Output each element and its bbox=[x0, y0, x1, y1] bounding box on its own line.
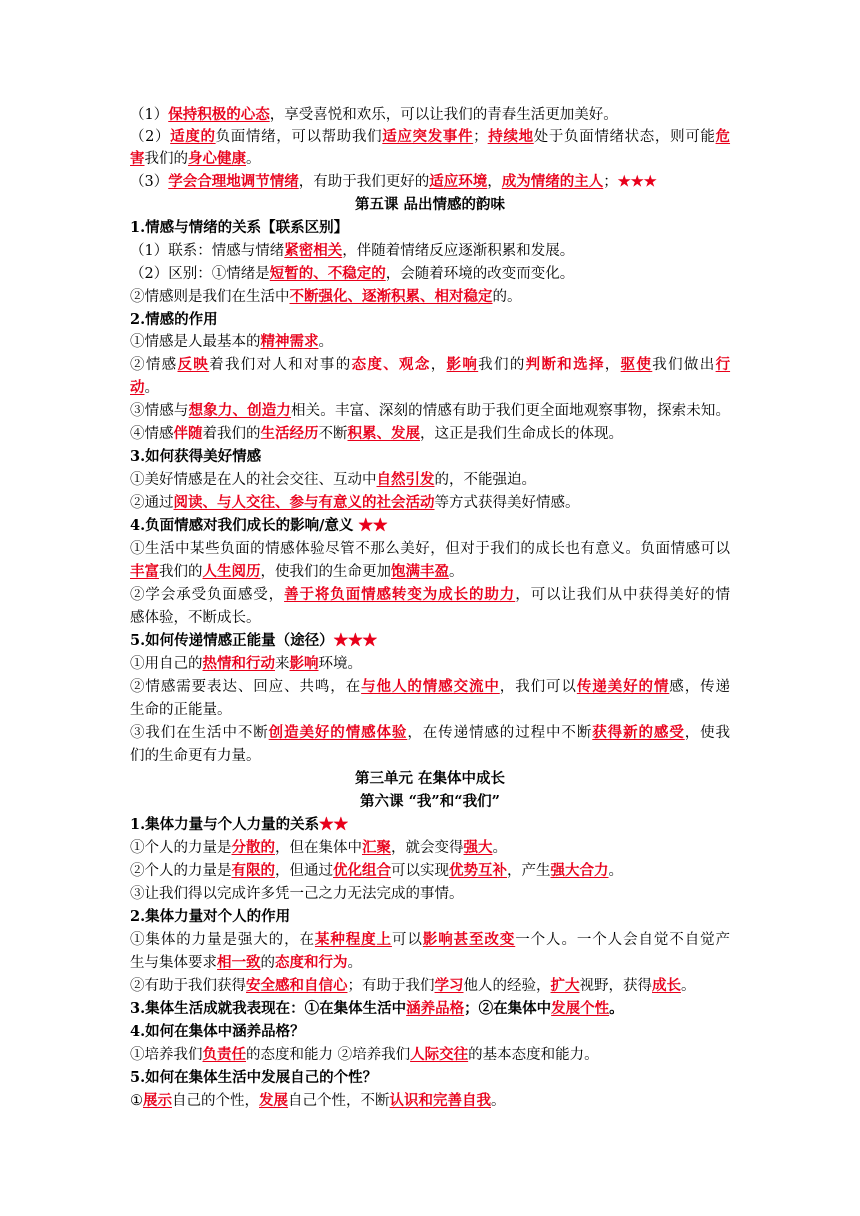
key-phrase: 适应环境 bbox=[429, 173, 488, 190]
text-line bbox=[130, 561, 730, 583]
key-phrase: 强大合力 bbox=[550, 862, 609, 879]
text-span: 5.如何传递情感正能量（途径） bbox=[130, 632, 334, 649]
text-span: ，伴随着情绪反应逐渐积累和发展。 bbox=[342, 243, 575, 259]
importance-stars: ★★★ bbox=[617, 173, 657, 190]
text-line bbox=[130, 722, 730, 744]
key-phrase: 发展 bbox=[259, 1092, 288, 1109]
text-line bbox=[130, 263, 730, 285]
key-phrase: 创造美好的情感体验 bbox=[268, 724, 408, 741]
key-phrase: 有限的 bbox=[231, 862, 275, 879]
text-span: 着我们的 bbox=[202, 426, 261, 442]
text-span: 自己的个性， bbox=[172, 1093, 259, 1109]
text-span: （2） bbox=[130, 129, 171, 145]
text-span: ②情感需要表达、回应、共鸣，在 bbox=[130, 679, 362, 695]
text-line bbox=[130, 952, 730, 974]
text-span: ①培养我们 bbox=[130, 1047, 203, 1063]
text-line bbox=[130, 745, 730, 767]
key-phrase: 人生阅历 bbox=[202, 563, 261, 580]
text-span: （1）联系：情感与情绪 bbox=[130, 243, 285, 259]
text-span: 着我们对人和对事的 bbox=[209, 357, 352, 373]
text-span: 。 bbox=[318, 334, 333, 350]
importance-stars: ★★ bbox=[319, 816, 349, 833]
key-phrase: 分散的 bbox=[231, 839, 275, 856]
text-span: （3） bbox=[130, 174, 169, 190]
topic-heading bbox=[130, 630, 730, 652]
key-phrase: 生活经历 bbox=[260, 425, 319, 442]
text-span: 1.情感与情绪的关系【联系区别】 bbox=[130, 219, 349, 236]
text-span: 可以 bbox=[391, 932, 423, 948]
text-line bbox=[130, 148, 730, 170]
text-line bbox=[130, 492, 730, 514]
text-span: ，在传递情感的过程中不断 bbox=[407, 725, 593, 741]
text-line bbox=[130, 354, 730, 376]
key-phrase: 态度、观念 bbox=[351, 356, 431, 373]
key-phrase: 紧密相关 bbox=[284, 242, 343, 259]
text-line bbox=[130, 883, 730, 905]
text-span: ，享受喜悦和欢乐，可以让我们的青春生活更加美好。 bbox=[269, 107, 618, 123]
topic-heading bbox=[130, 515, 730, 537]
key-phrase: 与他人的情感交流中 bbox=[361, 678, 500, 695]
key-phrase: 强大 bbox=[463, 839, 493, 856]
key-phrase: 获得新的感受 bbox=[592, 724, 685, 741]
key-phrase: 饱满丰盈 bbox=[391, 563, 449, 580]
key-phrase: 负责任 bbox=[202, 1046, 246, 1063]
text-span: ①用自己的 bbox=[130, 656, 203, 672]
key-phrase: 害 bbox=[130, 150, 145, 167]
key-phrase: 适应突发事件 bbox=[382, 128, 474, 145]
text-span: ， bbox=[604, 357, 621, 373]
text-span: （2）区别：①情绪是 bbox=[130, 266, 270, 282]
text-span: 视野，获得 bbox=[579, 978, 652, 994]
text-line bbox=[130, 400, 730, 422]
text-span: 我们的 bbox=[478, 357, 526, 373]
section-heading bbox=[130, 768, 730, 790]
text-line bbox=[130, 975, 730, 997]
topic-heading bbox=[130, 1067, 730, 1089]
text-span: 4.如何在集体中涵养品格？ bbox=[130, 1023, 305, 1040]
key-phrase: 驱使 bbox=[620, 356, 653, 373]
text-span: ②学会承受负面感受， bbox=[130, 587, 285, 603]
topic-heading bbox=[130, 446, 730, 468]
text-span: 第六课 “我”和“我们” bbox=[360, 793, 500, 810]
key-phrase: 影响 bbox=[446, 356, 479, 373]
text-span: ； bbox=[603, 174, 618, 190]
key-phrase: 扩大 bbox=[550, 977, 580, 994]
text-line bbox=[130, 699, 730, 721]
text-span: 负面情绪，可以帮助我们 bbox=[215, 129, 383, 145]
key-phrase: 持续地 bbox=[487, 128, 534, 145]
text-span: 。 bbox=[347, 955, 362, 971]
text-line bbox=[130, 171, 730, 193]
text-span: ②通过 bbox=[130, 495, 174, 511]
text-span: 的。 bbox=[492, 289, 522, 305]
importance-stars: ★★★ bbox=[333, 632, 378, 649]
key-phrase: 态度和行为 bbox=[275, 954, 348, 971]
key-phrase: 人际交往 bbox=[410, 1046, 469, 1063]
text-span: ，但在集体中 bbox=[275, 840, 362, 856]
text-span: 的基本态度和能力。 bbox=[468, 1047, 599, 1063]
text-span: ，会随着环境的改变而变化。 bbox=[385, 266, 575, 282]
text-span: ，使我们的生命更加 bbox=[260, 564, 391, 580]
text-span: ②情感 bbox=[130, 357, 178, 373]
text-line bbox=[130, 860, 730, 882]
key-phrase: 涵养品格 bbox=[406, 1000, 465, 1017]
text-span: 生与集体要求 bbox=[130, 955, 217, 971]
key-phrase: 积累、发展 bbox=[347, 425, 420, 442]
text-span: 我们的 bbox=[144, 151, 188, 167]
text-span: 等方式获得美好情感。 bbox=[434, 495, 580, 511]
section-heading bbox=[130, 194, 730, 216]
key-phrase: 展示 bbox=[143, 1092, 172, 1109]
key-phrase: 汇聚 bbox=[362, 839, 391, 856]
text-span: ，这正是我们生命成长的体现。 bbox=[420, 426, 623, 442]
text-span: ，但通过 bbox=[275, 863, 333, 879]
text-line bbox=[130, 1044, 730, 1066]
key-phrase: 成长 bbox=[652, 977, 681, 994]
text-line bbox=[130, 126, 730, 148]
text-span: 。 bbox=[246, 151, 261, 167]
text-span: ，可以让我们从中获得美好的情 bbox=[515, 587, 731, 603]
text-span: ；有助于我们 bbox=[347, 978, 435, 994]
key-phrase: 认识和完善自我 bbox=[389, 1092, 491, 1109]
text-span: 的，不能强迫。 bbox=[434, 472, 536, 488]
key-phrase: 自然引发 bbox=[376, 471, 435, 488]
key-phrase: 发展个性 bbox=[551, 1000, 610, 1017]
text-span: 第三单元 在集体中成长 bbox=[354, 770, 506, 787]
text-span: 生命的正能量。 bbox=[130, 702, 232, 718]
text-span: ①美好情感是在人的社会交往、互动中 bbox=[130, 472, 377, 488]
text-span: ③我们在生活中不断 bbox=[130, 725, 269, 741]
key-phrase: 影响甚至改变 bbox=[422, 931, 516, 948]
text-line bbox=[130, 676, 730, 698]
text-span: 4.负面情感对我们成长的影响/意义 bbox=[130, 517, 359, 534]
text-line bbox=[130, 538, 730, 560]
key-phrase: 丰富 bbox=[130, 563, 159, 580]
text-span: 1.集体力量与个人力量的关系 bbox=[130, 816, 320, 833]
text-span: （1） bbox=[130, 107, 169, 123]
text-span: ①个人的力量是 bbox=[130, 840, 232, 856]
text-line bbox=[130, 331, 730, 353]
key-phrase: 学习 bbox=[434, 977, 464, 994]
text-span: ，产生 bbox=[507, 863, 551, 879]
text-span: ① bbox=[130, 1093, 143, 1109]
text-span: 3.如何获得美好情感 bbox=[130, 448, 262, 465]
text-span: 。 bbox=[492, 840, 507, 856]
text-line bbox=[130, 104, 730, 126]
text-span: 感体验，不断成长。 bbox=[130, 610, 261, 626]
text-span: 相关。丰富、深刻的情感有助于我们更全面地观察事物，探索未知。 bbox=[291, 403, 731, 419]
text-line bbox=[130, 423, 730, 445]
text-line bbox=[130, 584, 730, 606]
text-span: ；②在集体中 bbox=[464, 1000, 552, 1017]
importance-stars: ★★ bbox=[358, 517, 388, 534]
text-span: ， bbox=[430, 357, 447, 373]
text-line bbox=[130, 1090, 730, 1112]
text-line bbox=[130, 240, 730, 262]
text-line bbox=[130, 469, 730, 491]
topic-heading bbox=[130, 998, 730, 1020]
text-span: 环境。 bbox=[318, 656, 362, 672]
text-span: 的态度和能力 ②培养我们 bbox=[246, 1047, 411, 1063]
topic-heading bbox=[130, 814, 730, 836]
text-span: 2.集体力量对个人的作用 bbox=[130, 908, 291, 925]
key-phrase: 阅读、与人交往、参与有意义的社会活动 bbox=[173, 494, 435, 511]
key-phrase: 动 bbox=[130, 379, 145, 396]
key-phrase: 热情和行动 bbox=[202, 655, 275, 672]
text-span: ①集体的力量是强大的，在 bbox=[130, 932, 315, 948]
text-span: 。 bbox=[491, 1093, 506, 1109]
text-span: 一个人。一个人会自觉不自觉产 bbox=[515, 932, 731, 948]
key-phrase: 安全感和自信心 bbox=[246, 977, 348, 994]
key-phrase: 短暂的、不稳定的 bbox=[269, 265, 386, 282]
text-span: 处于负面情绪状态，则可能 bbox=[533, 129, 716, 145]
key-phrase: 伴随 bbox=[173, 425, 203, 442]
key-phrase: 不断强化、逐渐积累、相对稳定 bbox=[289, 288, 493, 305]
key-phrase: 想象力、创造力 bbox=[188, 402, 292, 419]
key-phrase: 优化组合 bbox=[333, 862, 391, 879]
key-phrase: 危 bbox=[715, 128, 731, 145]
text-span: ③情感与 bbox=[130, 403, 189, 419]
text-span: 感，传递 bbox=[669, 679, 731, 695]
text-line bbox=[130, 286, 730, 308]
text-line bbox=[130, 377, 730, 399]
text-span: ①生活中某些负面的情感体验尽管不那么美好，但对于我们的成长也有意义。负面情感可以 bbox=[130, 541, 730, 557]
key-phrase: 判断和选择 bbox=[525, 356, 605, 373]
section-heading bbox=[130, 791, 730, 813]
text-span: 来 bbox=[275, 656, 290, 672]
text-span: ； bbox=[473, 129, 488, 145]
text-span: ， bbox=[487, 174, 502, 190]
key-phrase: 影响 bbox=[289, 655, 319, 672]
text-span: ③让我们得以完成许多凭一己之力无法完成的事情。 bbox=[130, 886, 464, 902]
key-phrase: 行 bbox=[715, 356, 731, 373]
text-span: ②情感则是我们在生活中 bbox=[130, 289, 290, 305]
key-phrase: 传递美好的情 bbox=[576, 678, 670, 695]
text-span: ，有助于我们更好的 bbox=[298, 174, 430, 190]
key-phrase: 优势互补 bbox=[449, 862, 507, 879]
text-span: ④情感 bbox=[130, 426, 174, 442]
key-phrase: 某种程度上 bbox=[314, 931, 392, 948]
text-line bbox=[130, 837, 730, 859]
text-span: ②有助于我们获得 bbox=[130, 978, 246, 994]
text-line bbox=[130, 607, 730, 629]
text-span: 自己个性，不断 bbox=[288, 1093, 390, 1109]
text-line bbox=[130, 653, 730, 675]
text-span: 。 bbox=[609, 1000, 624, 1017]
text-span: 3.集体生活成就我表现在：①在集体生活中 bbox=[130, 1000, 407, 1017]
topic-heading bbox=[130, 1021, 730, 1043]
topic-heading bbox=[130, 906, 730, 928]
key-phrase: 反映 bbox=[177, 356, 210, 373]
text-span: 。 bbox=[449, 564, 464, 580]
key-phrase: 精神需求 bbox=[260, 333, 319, 350]
text-span: 2.情感的作用 bbox=[130, 311, 218, 328]
key-phrase: 保持积极的心态 bbox=[168, 106, 270, 123]
text-span: 我们做出 bbox=[652, 357, 716, 373]
text-span: ，使我 bbox=[684, 725, 731, 741]
text-line bbox=[130, 929, 730, 951]
text-span: 们的生命更有力量。 bbox=[130, 748, 261, 764]
key-phrase: 善于将负面情感转变为成长的助力 bbox=[284, 586, 516, 603]
key-phrase: 相一致 bbox=[217, 954, 261, 971]
text-span: 不断 bbox=[318, 426, 348, 442]
text-span: 我们的 bbox=[159, 564, 203, 580]
text-span: 。 bbox=[681, 978, 696, 994]
text-span: 他人的经验， bbox=[463, 978, 551, 994]
text-span: 5.如何在集体生活中发展自己的个性？ bbox=[130, 1069, 378, 1086]
text-span: 可以实现 bbox=[391, 863, 449, 879]
text-span: ，我们可以 bbox=[499, 679, 577, 695]
key-phrase: 身心健康 bbox=[188, 150, 246, 167]
key-phrase: 成为情绪的主人 bbox=[501, 173, 604, 190]
key-phrase: 适度的 bbox=[170, 128, 216, 145]
text-span: 。 bbox=[608, 863, 623, 879]
topic-heading bbox=[130, 217, 730, 239]
text-span: 的 bbox=[260, 955, 275, 971]
text-span: 。 bbox=[144, 380, 159, 396]
text-span: ②个人的力量是 bbox=[130, 863, 232, 879]
text-span: ，就会变得 bbox=[391, 840, 464, 856]
text-span: 第五课 品出情感的韵味 bbox=[354, 196, 506, 213]
text-span: ①情感是人最基本的 bbox=[130, 334, 261, 350]
key-phrase: 学会合理地调节情绪 bbox=[168, 173, 299, 190]
topic-heading bbox=[130, 309, 730, 331]
